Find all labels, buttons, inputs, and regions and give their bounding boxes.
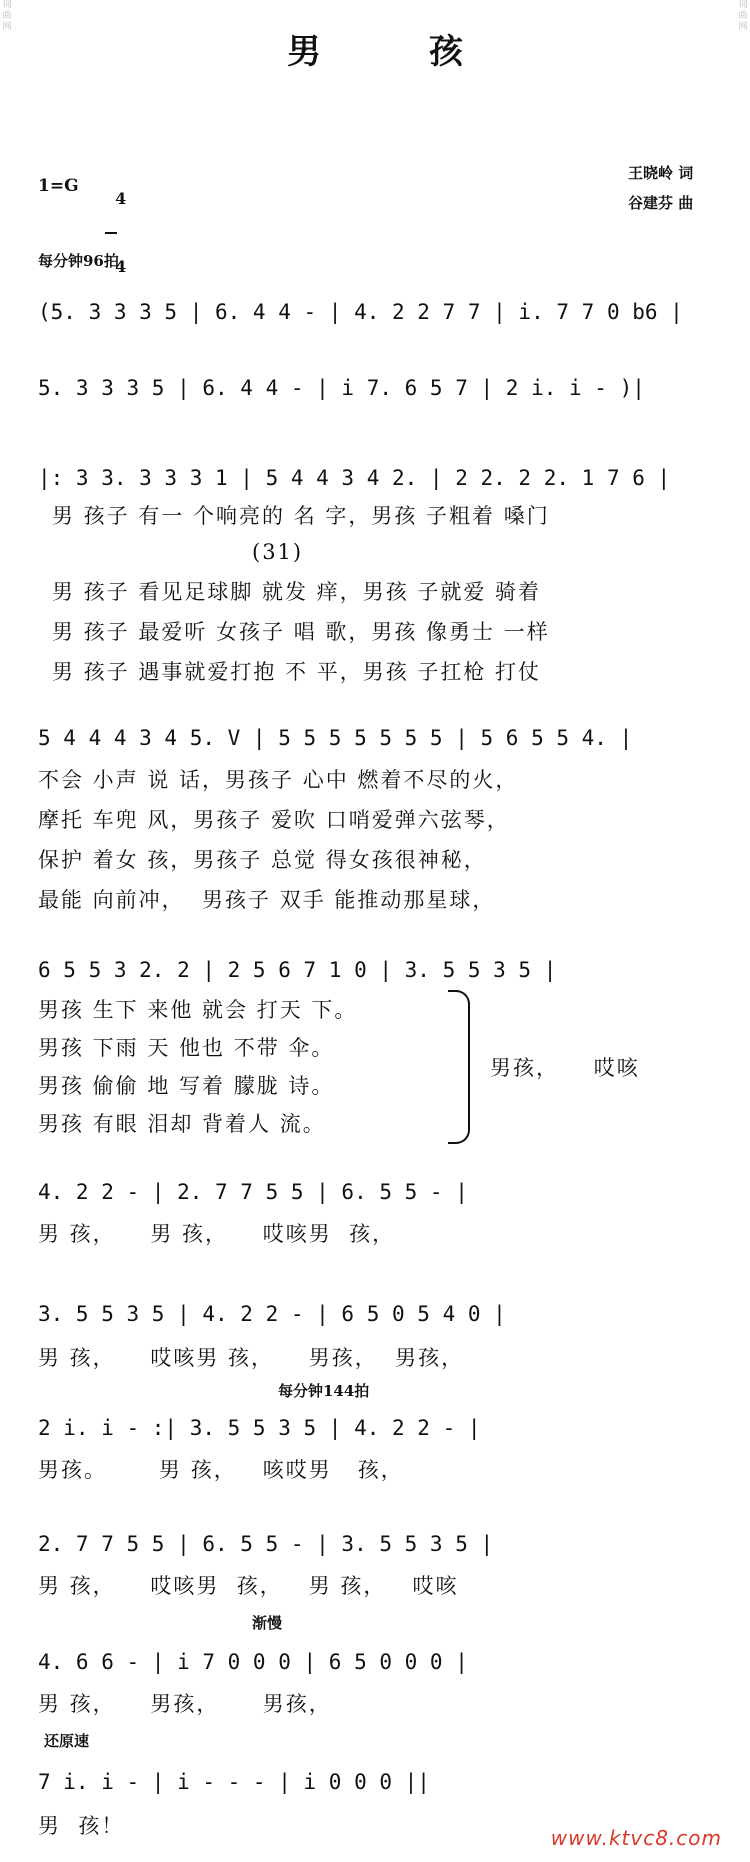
lyric-line: 男 孩子 最爱听 女孩子 唱 歌，男孩 像勇士 一样 [52, 620, 550, 644]
alternate-note: (31) [252, 540, 304, 564]
key-signature: 1=G [38, 176, 79, 196]
refrain-lyric: 男孩， 哎咳 [490, 1056, 640, 1080]
verse-brace [448, 990, 470, 1144]
lyric-line: 男孩 下雨 天 他也 不带 伞。 [38, 1036, 335, 1060]
site-watermark: www.ktvc8.com [550, 1826, 722, 1850]
lyric-line: 男 孩子 有一 个响亮的 名 字，男孩 子粗着 嗓门 [52, 504, 550, 528]
notation-line: (5. 3 3 3 5 | 6. 4 4 - | 4. 2 2 7 7 | i. 7 7 0 b6 | [38, 300, 683, 324]
notation-line: 7 i. i - | i - - - | i 0 0 0 || [38, 1770, 430, 1794]
notation-line: 5 4 4 4 3 4 5. V | 5 5 5 5 5 5 5 | 5 6 5 5 4. | [38, 726, 633, 750]
lyric-line: 保护 着女 孩，男孩子 总觉 得女孩很神秘， [38, 848, 487, 872]
tempo-marking: 每分钟144拍 [278, 1382, 370, 1400]
lyric-line: 男孩 偷偷 地 写着 朦胧 诗。 [38, 1074, 335, 1098]
margin-watermark-left: 词曲网 [2, 0, 12, 32]
lyric-line: 摩托 车兜 风，男孩子 爱吹 口哨爱弹六弦琴， [38, 808, 510, 832]
composer-credit: 谷建芬 曲 [628, 194, 694, 212]
song-title: 男 孩 [287, 32, 511, 72]
notation-line: 3. 5 5 3 5 | 4. 2 2 - | 6 5 0 5 4 0 | [38, 1302, 506, 1326]
notation-line: 6 5 5 3 2. 2 | 2 5 6 7 1 0 | 3. 5 5 3 5 | [38, 958, 557, 982]
lyric-line: 男孩 有眼 泪却 背着人 流。 [38, 1112, 326, 1136]
notation-line: |: 3 3. 3 3 3 1 | 5 4 4 3 4 2. | 2 2. 2 2. 1 7 6 | [38, 466, 671, 490]
notation-line: 4. 2 2 - | 2. 7 7 5 5 | 6. 5 5 - | [38, 1180, 468, 1204]
lyric-line: 男孩。 男 孩， 咳哎男 孩， [38, 1458, 404, 1482]
lyric-line: 不会 小声 说 话，男孩子 心中 燃着不尽的火， [38, 768, 519, 792]
lyricist-credit: 王晓岭 词 [628, 164, 694, 182]
lyric-line: 男 孩！ [38, 1814, 125, 1838]
lyric-line: 男 孩子 看见足球脚 就发 痒，男孩 子就爱 骑着 [52, 580, 542, 604]
time-signature-top: 4 [115, 189, 127, 208]
lyric-line: 男 孩， 男 孩， 哎咳男 孩， [38, 1222, 396, 1246]
lyric-line: 男 孩， 哎咳男 孩， 男孩， 男孩， [38, 1346, 465, 1370]
notation-line: 5. 3 3 3 5 | 6. 4 4 - | i 7. 6 5 7 | 2 i. i - )| [38, 376, 645, 400]
tempo-marking: 还原速 [44, 1732, 90, 1750]
lyric-line: 男 孩子 遇事就爱打抱 不 平，男孩 子扛枪 打仗 [52, 660, 542, 684]
notation-line: 2. 7 7 5 5 | 6. 5 5 - | 3. 5 5 3 5 | [38, 1532, 494, 1556]
time-signature-bar [105, 232, 117, 234]
time-signature-bottom: 4 [115, 257, 127, 276]
tempo-marking: 渐慢 [252, 1614, 283, 1632]
margin-watermark-right: 词曲网 [738, 0, 748, 32]
lyric-line: 最能 向前冲， 男孩子 双手 能推动那星球， [38, 888, 496, 912]
notation-line: 2 i. i - :| 3. 5 5 3 5 | 4. 2 2 - | [38, 1416, 481, 1440]
notation-line: 4. 6 6 - | i 7 0 0 0 | 6 5 0 0 0 | [38, 1650, 468, 1674]
lyric-line: 男 孩， 哎咳男 孩， 男 孩， 哎咳 [38, 1574, 459, 1598]
lyric-line: 男孩 生下 来他 就会 打天 下。 [38, 998, 358, 1022]
tempo-marking: 每分钟96拍 [38, 252, 119, 270]
lyric-line: 男 孩， 男孩， 男孩， [38, 1692, 332, 1716]
